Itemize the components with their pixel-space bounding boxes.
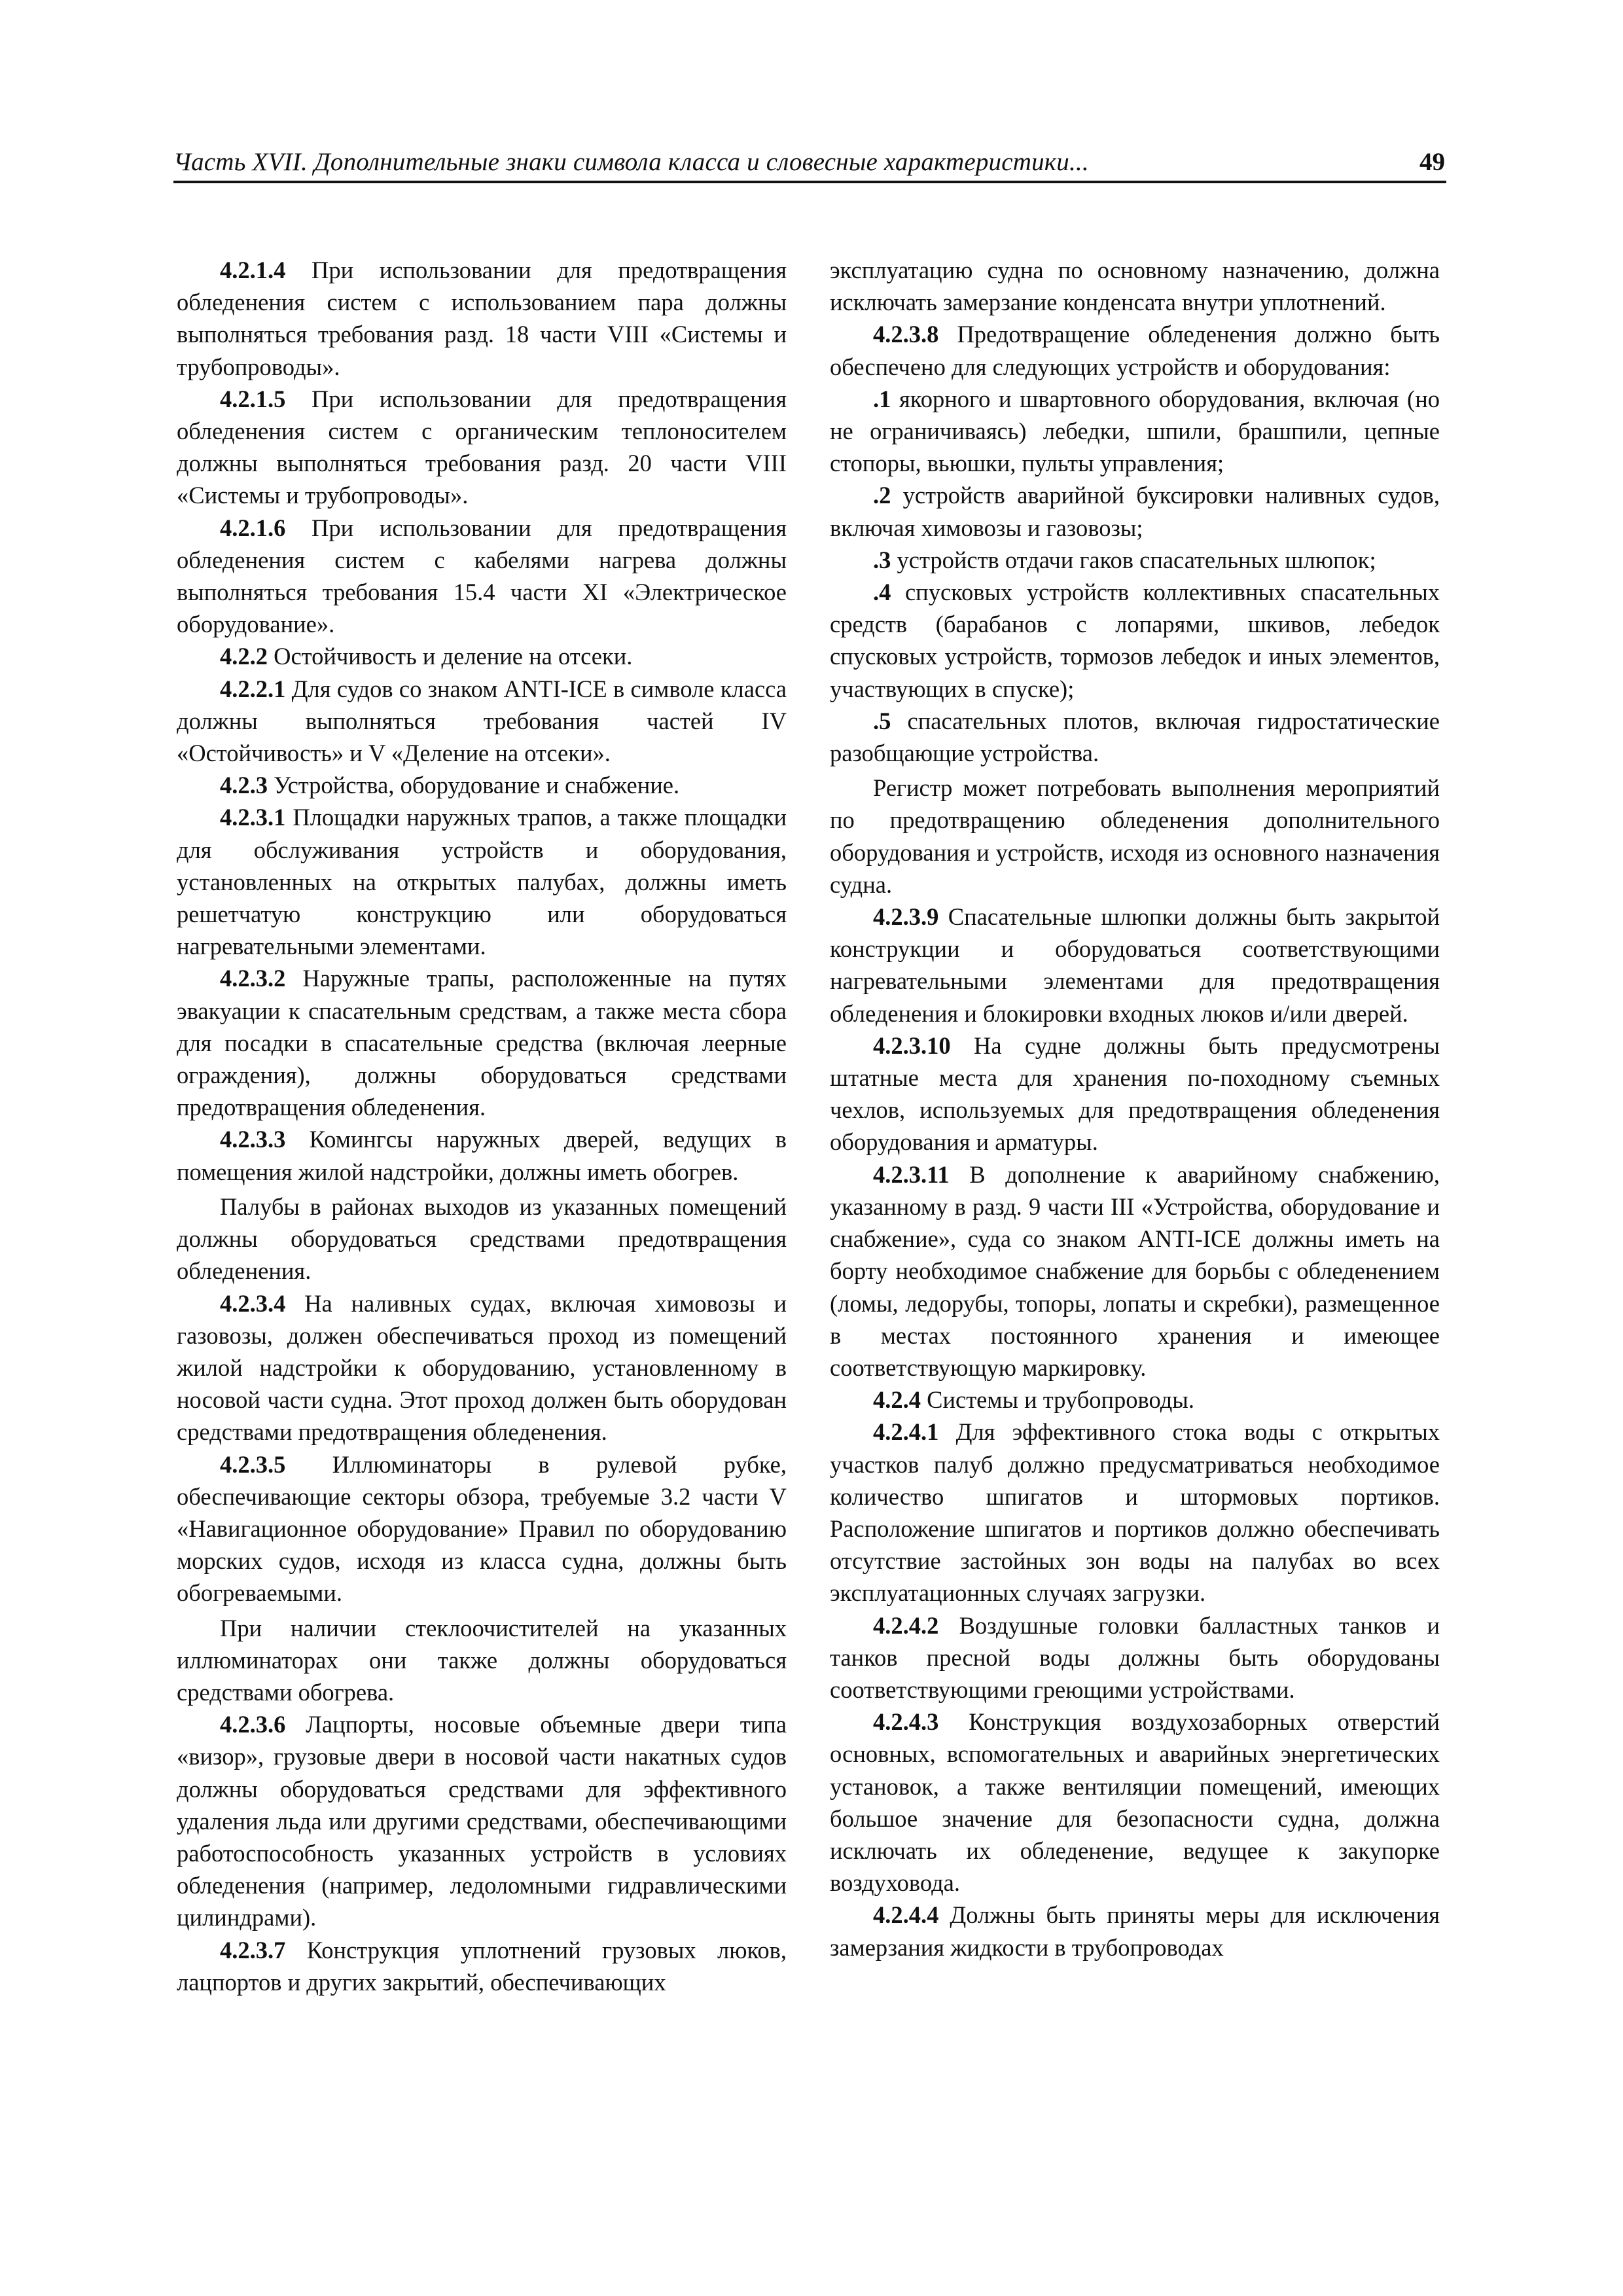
paragraph (177, 254, 787, 383)
paragraph (177, 962, 787, 1123)
paragraph (177, 1612, 787, 1709)
paragraph-text: Конструкция воздухозаборных отверстий основных, вспомогательных и аварийных энергетических установок, а также вентиляции помещений, имеющих большое значение для безопасности судна, должна исключать их обледенение, ведущее к закупорке воздуховода. (830, 1708, 1440, 1897)
clause-number: 4.2.4 (873, 1386, 921, 1414)
paragraph (177, 1191, 787, 1287)
paragraph-text: Спасательные шлюпки должны быть закрытой конструкции и оборудоваться соответствующими нагревательными элементами для предотвращения обледенения и блокировки входных люков и/или дверей. (830, 903, 1440, 1027)
clause-number: 4.2.3.9 (873, 903, 939, 931)
list-number: .2 (873, 482, 891, 509)
section-heading (830, 1384, 1440, 1416)
paragraph (830, 901, 1440, 1030)
clause-number: 4.2.3 (220, 772, 268, 799)
running-title: Часть XVII. Дополнительные знаки символа класса и словесные характеристики... (173, 148, 1089, 176)
paragraph-text: При использовании для предотвращения обледенения систем с органическим теплоносителем должны выполняться требования разд. 20 части VIII «Системы и трубопроводы». (177, 385, 787, 509)
clause-number: 4.2.1.5 (220, 385, 286, 412)
paragraph (830, 318, 1440, 382)
clause-number: 4.2.3.4 (220, 1289, 286, 1317)
paragraph (177, 1708, 787, 1933)
paragraph-text: Конструкция уплотнений грузовых люков, лацпортов и других закрытий, обеспечивающих (177, 1936, 787, 1996)
paragraph (177, 1123, 787, 1187)
clause-number: 4.2.1.4 (220, 257, 286, 283)
list-item (830, 383, 1440, 480)
paragraph (177, 512, 787, 641)
clause-number: 4.2.4.3 (873, 1708, 939, 1736)
list-number: .3 (873, 546, 891, 573)
paragraph (177, 1448, 787, 1609)
paragraph-text: В дополнение к аварийному снабжению, указанному в разд. 9 части III «Устройства, оборудование и снабжение», суда со знаком ANTI-ICE должны иметь на борту необходимое снабжение для борьбы с обледенением (ломы, ледорубы, топоры, лопаты и скребки), размещенное в местах постоянного хранения и имеющее соответствующую маркировку. (830, 1160, 1440, 1381)
list-item (830, 479, 1440, 543)
paragraph-text: Иллюминаторы в рулевой рубке, обеспечивающие секторы обзора, требуемые 3.2 части V «Навигационное оборудование» Правил по оборудованию морских судов, исходя из класса судна, должны быть обогреваемыми. (177, 1450, 787, 1607)
paragraph-text: На наливных судах, включая химовозы и газовозы, должен обеспечиваться проход из помещений жилой надстройки к оборудованию, установленному в носовой части судна. Этот проход должен быть оборудован средствами предотвращения обледенения. (177, 1289, 787, 1446)
paragraph-text: Системы и трубопроводы. (921, 1386, 1194, 1414)
paragraph (177, 1934, 787, 1998)
paragraph (830, 772, 1440, 901)
list-item (830, 544, 1440, 576)
paragraph (830, 1706, 1440, 1899)
page-number: 49 (1419, 148, 1445, 176)
paragraph-text: устройств отдачи гаков спасательных шлюпок; (891, 546, 1376, 573)
page-header (173, 145, 1446, 183)
paragraph-text: Устройства, оборудование и снабжение. (268, 772, 680, 799)
clause-number: 4.2.3.10 (873, 1031, 951, 1059)
paragraph-text: Должны быть приняты меры для исключения замерзания жидкости в трубопроводах (830, 1901, 1440, 1961)
clause-number: 4.2.3.7 (220, 1936, 286, 1964)
paragraph (830, 1158, 1440, 1384)
list-number: .1 (873, 385, 891, 412)
paragraph (177, 1287, 787, 1448)
paragraph-text: Регистр может потребовать выполнения мероприятий по предотвращению обледенения дополнительного оборудования и устройств, исходя из основного назначения судна. (830, 774, 1440, 898)
paragraph-text: эксплуатацию судна по основному назначению, должна исключать замерзание конденсата внутри уплотнений. (830, 257, 1440, 316)
list-number: .5 (873, 707, 891, 734)
list-number: .4 (873, 579, 891, 606)
clause-number: 4.2.4.1 (873, 1418, 939, 1446)
paragraph-text: устройств аварийной буксировки наливных судов, включая химовозы и газовозы; (830, 482, 1440, 541)
list-item (830, 576, 1440, 705)
paragraph-text: спасательных плотов, включая гидростатические разобщающие устройства. (830, 707, 1440, 767)
clause-number: 4.2.3.11 (873, 1160, 950, 1188)
paragraph-text: якорного и швартовного оборудования, включая (но не ограничиваясь) лебедки, шпили, брашпили, цепные стопоры, вьюшки, пульты управления; (830, 385, 1440, 477)
clause-number: 4.2.2 (220, 643, 268, 670)
section-heading (177, 769, 787, 801)
paragraph-text: Воздушные головки балластных танков и танков пресной воды должны быть оборудованы соответствующими греющими устройствами. (830, 1611, 1440, 1703)
paragraph (177, 383, 787, 512)
paragraph-text: Палубы в районах выходов из указанных помещений должны оборудоваться средствами предотвращения обледенения. (177, 1193, 787, 1285)
paragraph (830, 1030, 1440, 1158)
clause-number: 4.2.3.5 (220, 1450, 286, 1478)
clause-number: 4.2.3.2 (220, 965, 286, 992)
clause-number: 4.2.3.6 (220, 1711, 286, 1738)
paragraph-text: При использовании для предотвращения обледенения систем с использованием пара должны выполняться требования разд. 18 части VIII «Системы и трубопроводы». (177, 257, 787, 380)
clause-number: 4.2.3.8 (873, 321, 939, 348)
paragraph-text: Для судов со знаком ANTI-ICE в символе класса должны выполняться требования частей IV «Остойчивость» и V «Деление на отсеки». (177, 675, 787, 767)
paragraph (830, 1899, 1440, 1963)
clause-number: 4.2.2.1 (220, 675, 286, 702)
right-column (830, 254, 1440, 1964)
paragraph-text: Лацпорты, носовые объемные двери типа «визор», грузовые двери в носовой части накатных судов должны оборудоваться средствами для эффективного удаления льда или другими средствами, обеспечивающими работоспособность указанных устройств в условиях обледенения (например, ледоломными гидравлическими цилиндрами). (177, 1711, 787, 1931)
clause-number: 4.2.4.2 (873, 1611, 939, 1639)
paragraph-text: Наружные трапы, расположенные на путях эвакуации к спасательным средствам, а также места сбора для посадки в спасательные средства (включая леерные ограждения), должны оборудоваться средствами предотвращения обледенения. (177, 965, 787, 1121)
paragraph (830, 1609, 1440, 1706)
paragraph (177, 801, 787, 962)
paragraph-text: На судне должны быть предусмотрены штатные места для хранения по-походному съемных чехлов, используемых для предотвращения обледенения оборудования и арматуры. (830, 1031, 1440, 1156)
clause-number: 4.2.1.6 (220, 514, 286, 541)
paragraph (830, 1416, 1440, 1609)
paragraph-text: Остойчивость и деление на отсеки. (268, 643, 633, 670)
left-column (177, 254, 787, 1998)
paragraph-text: спусковых устройств коллективных спасательных средств (барабанов с лопарями, шкивов, лебедок спусковых устройств, тормозов лебедок и иных элементов, участвующих в спуске); (830, 579, 1440, 702)
paragraph (177, 673, 787, 770)
paragraph-text: При использовании для предотвращения обледенения систем с кабелями нагрева должны выполняться требования 15.4 части XI «Электрическое оборудование». (177, 514, 787, 638)
clause-number: 4.2.3.1 (220, 804, 286, 831)
section-heading (177, 640, 787, 672)
list-item (830, 705, 1440, 769)
paragraph-text: При наличии стеклоочистителей на указанных иллюминаторах они также должны оборудоваться средствами обогрева. (177, 1614, 787, 1706)
paragraph-text: Для эффективного стока воды с открытых участков палуб должно предусматриваться необходимое количество шпигатов и штормовых портиков. Расположение шпигатов и портиков должно обеспечивать отсутствие застойных зон воды на палубах во всех эксплуатационных случаях загрузки. (830, 1418, 1440, 1607)
paragraph-text: Комингсы наружных дверей, ведущих в помещения жилой надстройки, должны иметь обогрев. (177, 1126, 787, 1185)
clause-number: 4.2.3.3 (220, 1126, 286, 1153)
paragraph-text: Предотвращение обледенения должно быть обеспечено для следующих устройств и оборудования: (830, 321, 1440, 380)
paragraph (830, 254, 1440, 318)
clause-number: 4.2.4.4 (873, 1901, 939, 1929)
paragraph-text: Площадки наружных трапов, а также площадки для обслуживания устройств и оборудования, установленных на открытых палубах, должны иметь решетчатую конструкцию или оборудоваться нагревательными элементами. (177, 804, 787, 960)
